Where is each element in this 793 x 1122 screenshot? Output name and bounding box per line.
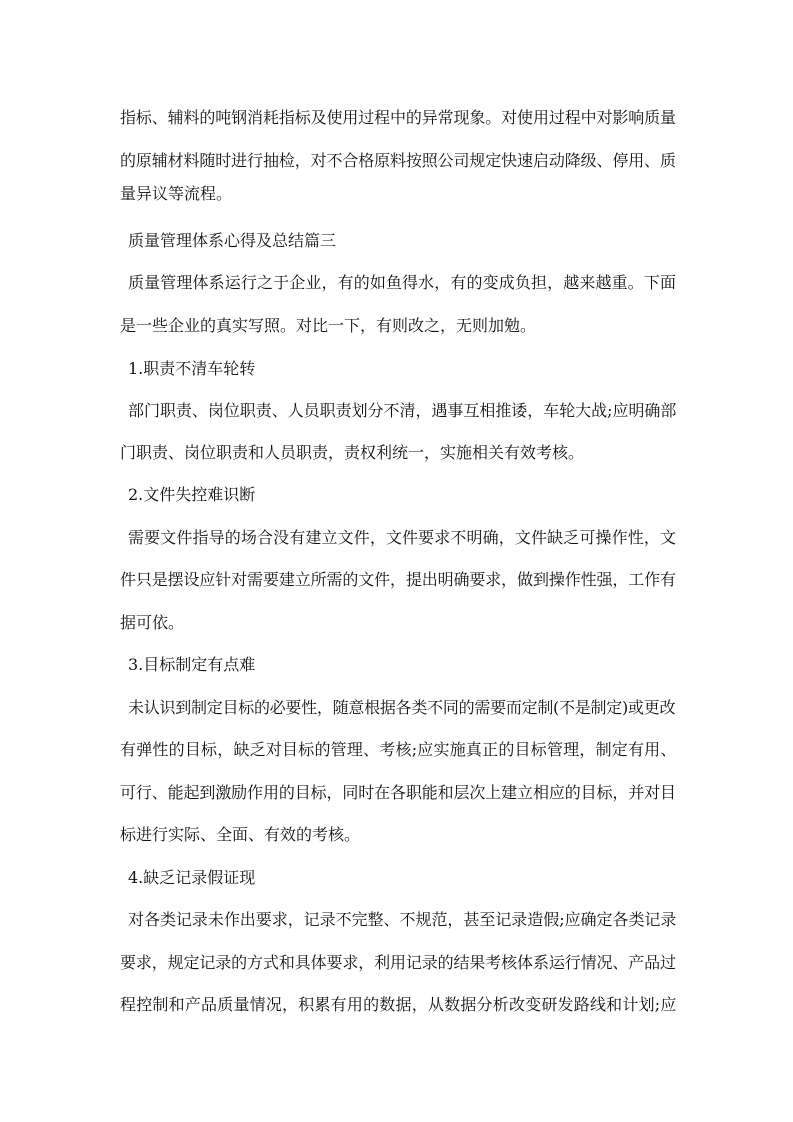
body-text-line: 的原辅材料随时进行抽检，对不合格原料按照公司规定快速启动降级、停用、质 <box>120 151 676 170</box>
subheading: 2.文件失控难识断 <box>128 485 256 504</box>
section-title: 质量管理体系心得及总结篇三 <box>128 231 337 250</box>
body-text-line: 标进行实际、全面、有效的考核。 <box>120 825 361 844</box>
body-text-line: 未认识到制定目标的必要性，随意根据各类不同的需要而定制(不是制定)或更改 <box>128 698 676 717</box>
body-text-line: 据可依。 <box>120 613 185 632</box>
body-text-line: 是一些企业的真实写照。对比一下，有则改之，无则加勉。 <box>120 316 537 335</box>
subheading: 3.目标制定有点难 <box>128 655 256 674</box>
subheading: 4.缺乏记录假证现 <box>128 868 256 887</box>
body-text-line: 量异议等流程。 <box>120 184 233 203</box>
body-text-line: 质量管理体系运行之于企业，有的如鱼得水，有的变成负担，越来越重。下面 <box>128 273 677 292</box>
body-text-line: 有弹性的目标，缺乏对目标的管理、考核;应实施真正的目标管理，制定有用、 <box>120 740 677 759</box>
body-text-line: 件只是摆设应针对需要建立所需的文件，提出明确要求，做到操作性强，工作有 <box>120 570 676 589</box>
body-text-line: 对各类记录未作出要求，记录不完整、不规范，甚至记录造假;应确定各类记录 <box>128 910 677 929</box>
body-text-line: 要求，规定记录的方式和具体要求，利用记录的结果考核体系运行情况、产品过 <box>120 953 676 972</box>
body-text-line: 需要文件指导的场合没有建立文件，文件要求不明确，文件缺乏可操作性，文 <box>128 528 677 547</box>
body-text-line: 指标、辅料的吨钢消耗指标及使用过程中的异常现象。对使用过程中对影响质量 <box>120 108 676 127</box>
body-text-line: 程控制和产品质量情况，积累有用的数据，从数据分析改变研发路线和计划;应 <box>120 995 677 1014</box>
body-text-line: 门职责、岗位职责和人员职责，责权利统一，实施相关有效考核。 <box>120 443 585 462</box>
subheading: 1.职责不清车轮转 <box>128 359 256 378</box>
body-text-line: 可行、能起到激励作用的目标，同时在各职能和层次上建立相应的目标，并对目 <box>120 783 676 802</box>
body-text-line: 部门职责、岗位职责、人员职责划分不清，遇事互相推诿，车轮大战;应明确部 <box>128 401 677 420</box>
